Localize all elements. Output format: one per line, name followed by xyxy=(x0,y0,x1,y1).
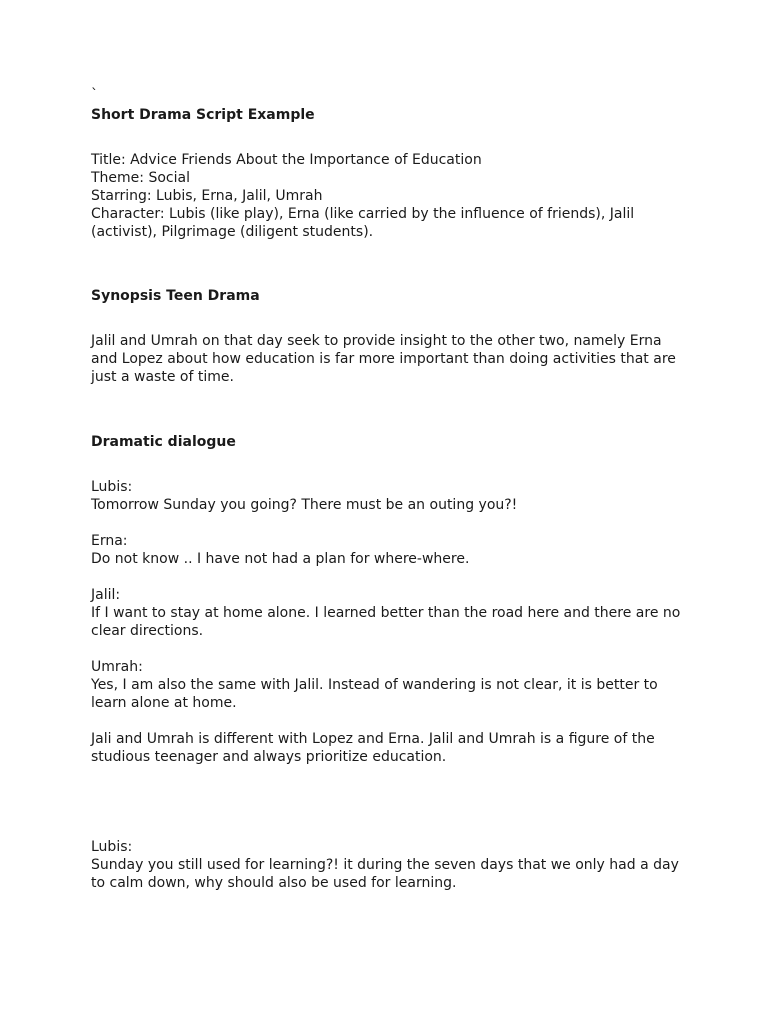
speaker-name: Umrah: xyxy=(91,659,143,675)
stray-tick-mark: ` xyxy=(91,87,98,103)
dialogue-entry-lubis xyxy=(91,478,691,514)
dialogue-line: Sunday you still used for learning?! it during the seven days that we only had a day xyxy=(91,857,679,873)
speaker-name: Lubis: xyxy=(91,479,133,495)
narration-line: studious teenager and always prioritize education. xyxy=(91,749,447,765)
speaker-name: Erna: xyxy=(91,533,128,549)
synopsis-line: Jalil and Umrah on that day seek to provide insight to the other two, namely Erna xyxy=(91,333,662,349)
meta-character-line-continued: (activist), Pilgrimage (diligent students). xyxy=(91,224,374,240)
narration-line: Jali and Umrah is different with Lopez and Erna. Jalil and Umrah is a figure of the xyxy=(91,731,655,747)
synopsis-line: and Lopez about how education is far more important than doing activities that are xyxy=(91,351,676,367)
narration-paragraph xyxy=(91,730,691,766)
meta-title-line: Title: Advice Friends About the Importance of Education xyxy=(91,152,482,168)
dialogue-entry-jalil xyxy=(91,586,691,640)
document-page xyxy=(91,84,691,892)
speaker-name: Lubis: xyxy=(91,839,133,855)
dialogue-heading: Dramatic dialogue xyxy=(91,434,236,450)
dialogue-line: If I want to stay at home alone. I learned better than the road here and there are no xyxy=(91,605,681,621)
dialogue-line: clear directions. xyxy=(91,623,204,639)
dialogue-entry-umrah xyxy=(91,658,691,712)
meta-character-line: Character: Lubis (like play), Erna (like carried by the influence of friends), Jalil xyxy=(91,206,635,222)
metadata-block xyxy=(91,151,691,241)
dialogue-entry-erna xyxy=(91,532,691,568)
dialogue-line: to calm down, why should also be used for learning. xyxy=(91,875,457,891)
dialogue-line: Do not know .. I have not had a plan for where-where. xyxy=(91,551,470,567)
meta-theme-line: Theme: Social xyxy=(91,170,190,186)
dialogue-line: Tomorrow Sunday you going? There must be an outing you?! xyxy=(91,497,518,513)
dialogue-block xyxy=(91,478,691,892)
synopsis-line: just a waste of time. xyxy=(91,369,234,385)
dialogue-line: Yes, I am also the same with Jalil. Instead of wandering is not clear, it is better to xyxy=(91,677,658,693)
synopsis-paragraph xyxy=(91,332,691,386)
speaker-name: Jalil: xyxy=(91,587,121,603)
dialogue-entry-lubis-2 xyxy=(91,838,691,892)
document-title: Short Drama Script Example xyxy=(91,107,315,123)
dialogue-line: learn alone at home. xyxy=(91,695,237,711)
meta-starring-line: Starring: Lubis, Erna, Jalil, Umrah xyxy=(91,188,323,204)
synopsis-heading: Synopsis Teen Drama xyxy=(91,288,260,304)
